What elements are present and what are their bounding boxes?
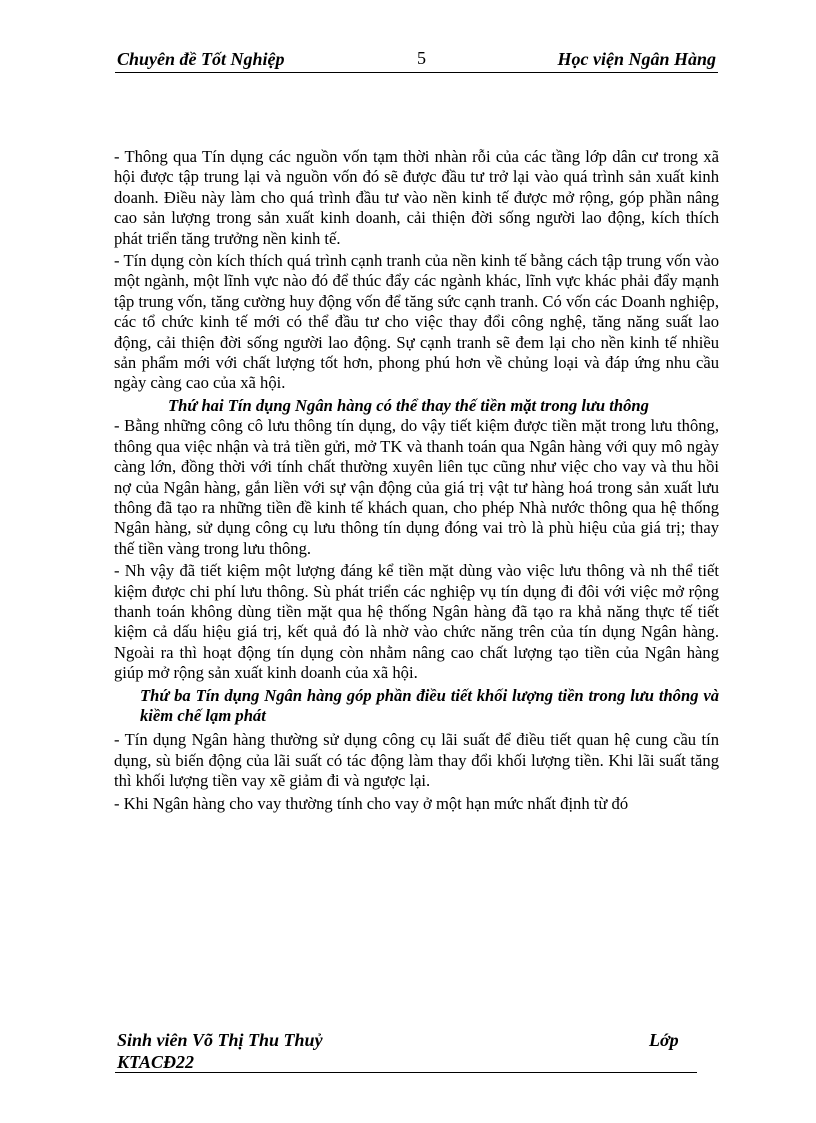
heading-second-role: Thứ hai Tín dụng Ngân hàng có thể thay thế tiền mặt trong lưu thông xyxy=(168,395,649,415)
paragraph-lending-limit: - Khi Ngân hàng cho vay thường tính cho vay ở một hạn mức nhất định từ đó xyxy=(114,793,629,813)
paragraph-credit-capital-mobilization: - Thông qua Tín dụng các nguồn vốn tạm thời nhàn rỗi của các tầng lớp dân cư trong xã hội được tập trung lại và nguồn vốn đó sẽ được đầu tư trở lại vào quá trình sản xuất kinh doanh. Điều này làm cho quá trình đầu tư vào nền kinh tế được mở rộng, góp phần nâng cao sản lượng trong sản xuất kinh doanh, cải thiện đời sống người lao động, kích thích phát triển tăng trưởng nền kinh tế. xyxy=(114,147,719,248)
page-footer xyxy=(115,1028,697,1073)
header-page-number: 5 xyxy=(417,48,426,68)
footer-class-code: KTACĐ22 xyxy=(117,1052,195,1072)
paragraph-cash-savings: - Nh vậy đã tiết kiệm một lượng đáng kể tiền mặt dùng vào việc lưu thông và nh thể tiết kiệm được chi phí lưu thông. Sù phát triển các nghiệp vụ tín dụng đi đôi với việc mở rộng thanh toán không dùng tiền mặt qua hệ thống Ngân hàng đã tạo ra khả năng thực tế tiết kiệm cả dấu hiệu giá trị, kết quả đó là nhờ vào chức năng trên của tín dụng Ngân hàng. Ngoài ra thì hoạt động tín dụng còn nhằm nâng cao chất lượng tạo tiền của Ngân hàng giúp mở rộng sản xuất kinh doanh của xã hội. xyxy=(114,561,719,683)
footer-class-label: Lớp xyxy=(649,1030,679,1050)
footer-student-name: Sinh viên Võ Thị Thu Thuỷ xyxy=(117,1030,323,1050)
page-body xyxy=(114,147,719,816)
paragraph-credit-instruments: - Bằng những công cô lưu thông tín dụng, do vậy tiết kiệm được tiền mặt trong lưu thông, thông qua việc nhận và trả tiền gửi, mở TK và thanh toán qua Ngân hàng với quy mô ngày càng lớn, đồng thời với tính chất thường xuyên liên tục cũng như việc cho vay và thu hồi nợ của Ngân hàng, gắn liền với sự vận động của giá trị vật tư hàng hoá trong sản xuất lưu thông đã tạo ra những tiền đề kinh tế khách quan, cho phép Nhà nước thông qua hệ thống Ngân hàng, sử dụng công cụ lưu thông tín dụng đóng vai trò là phù hiệu của giá trị; thay thế tiền vàng trong lưu thông. xyxy=(114,416,719,558)
header-institution: Học viện Ngân Hàng xyxy=(557,49,716,69)
header-document-title: Chuyên đề Tốt Nghiệp xyxy=(117,49,285,69)
paragraph-interest-rate-tool: - Tín dụng Ngân hàng thường sử dụng công cụ lãi suất để điều tiết quan hệ cung cầu tín dụng, sù biến động của lãi suất có tác động làm thay đổi khối lượng tiền. Khi lãi suất tăng thì khối lượng tiền vay xẽ giảm đi và ngược lại. xyxy=(114,730,719,791)
page-header xyxy=(115,48,718,73)
heading-third-role: Thứ ba Tín dụng Ngân hàng góp phần điều tiết khối lượng tiền trong lưu thông và kiềm chế lạm phát xyxy=(140,685,719,725)
paragraph-credit-competition: - Tín dụng còn kích thích quá trình cạnh tranh của nền kinh tế bằng cách tập trung vốn vào một ngành, một lĩnh vực nào đó để thúc đẩy các ngành khác, lĩnh vực khác phải đẩy mạnh tập trung vốn, tăng cường huy động vốn để tăng sức cạnh tranh. Có vốn các Doanh nghiệp, các tổ chức kinh tế mới có thể đầu tư cho việc thay đổi công nghệ, tăng năng suất lao động, cải thiện đời sống người lao động. Sự cạnh tranh sẽ đem lại cho nền kinh tế nhiều sản phẩm mới với chất lượng tốt hơn, phong phú hơn về chủng loại và đáp ứng nhu cầu ngày càng cao của xã hội. xyxy=(114,251,719,393)
